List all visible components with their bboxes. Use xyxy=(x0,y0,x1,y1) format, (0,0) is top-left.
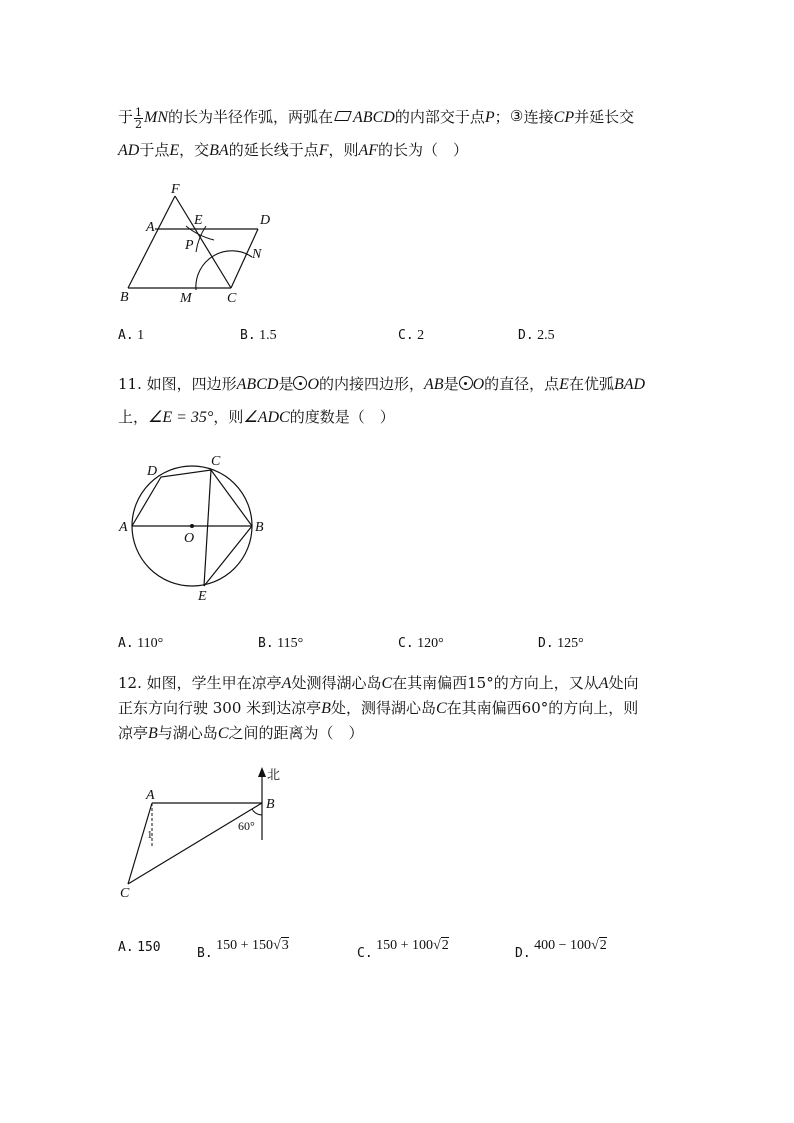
fraction-half xyxy=(134,107,143,130)
text: 如图，四边形 xyxy=(146,375,237,393)
q12-option-d[interactable]: D. 400 − 100√2 xyxy=(515,938,607,961)
option-expression: 150 + 150 xyxy=(216,938,274,953)
text: 在其南偏西 xyxy=(392,674,468,692)
var-p: P xyxy=(484,109,495,126)
q11-option-a[interactable] xyxy=(118,636,163,652)
label-d: D xyxy=(147,464,158,479)
angle-e: ∠E = 35° xyxy=(148,409,214,426)
frac-den: 2 xyxy=(135,117,143,131)
text: 与湖心岛 xyxy=(157,724,218,742)
option-label: D. xyxy=(518,328,534,343)
text: 正东方向行驶 300 米到达凉亭 xyxy=(118,699,322,717)
question-number: 11. xyxy=(118,375,142,393)
text: 处向 xyxy=(608,674,639,692)
var-cp: CP xyxy=(553,109,575,126)
degree-15: 15° xyxy=(467,674,494,692)
var-bad: BAD xyxy=(613,376,646,393)
text: 的长为（ ） xyxy=(378,141,469,159)
text: 于 xyxy=(118,108,134,126)
question-number: 12. xyxy=(118,674,142,692)
line-cf xyxy=(175,196,231,288)
option-value: 125° xyxy=(557,636,584,651)
text: 的方向上，又从 xyxy=(493,674,599,692)
q10-line2 xyxy=(118,139,468,162)
var-a: A xyxy=(281,675,292,692)
text: 的内接四边形， xyxy=(319,375,425,393)
option-value: 115° xyxy=(277,636,304,651)
q12-line3 xyxy=(118,722,364,745)
text: 的直径，点 xyxy=(484,375,560,393)
q10-option-d[interactable] xyxy=(518,328,555,344)
q12-direction-figure xyxy=(115,760,295,905)
label-c: C xyxy=(211,454,221,469)
q12-option-b[interactable]: B. 150 + 150√3 xyxy=(197,938,289,961)
text: 之间的距离为（ ） xyxy=(228,724,364,742)
option-label: C. xyxy=(398,328,414,343)
var-e: E xyxy=(559,376,569,393)
option-label: C. xyxy=(357,946,373,961)
option-value: 1.5 xyxy=(259,328,277,343)
option-label: A. xyxy=(118,636,134,651)
label-a: A xyxy=(146,220,155,235)
label-e: E xyxy=(194,213,203,228)
label-n: N xyxy=(252,247,262,262)
q10-option-a[interactable] xyxy=(118,328,144,344)
var-b: B xyxy=(321,700,331,717)
q11-option-d[interactable] xyxy=(538,636,584,652)
label-f: F xyxy=(171,182,180,197)
text: 的方向上，则 xyxy=(548,699,639,717)
text: 是 xyxy=(443,375,459,393)
label-b: B xyxy=(255,520,264,535)
side-ba-extended xyxy=(128,196,175,288)
text: ，则 xyxy=(328,141,359,159)
var-a: A xyxy=(598,675,609,692)
label-angle-mark: 1 xyxy=(147,829,153,841)
option-label: B. xyxy=(240,328,256,343)
q11-line2 xyxy=(118,406,395,429)
text: ，交 xyxy=(179,141,210,159)
label-o: O xyxy=(184,531,195,546)
option-label: A. xyxy=(118,940,134,955)
option-label: D. xyxy=(515,946,531,961)
var-abcd: ABCD xyxy=(353,109,395,126)
text: ； xyxy=(494,108,510,126)
label-m: M xyxy=(180,291,192,306)
option-value: 2.5 xyxy=(537,328,555,343)
circle-dot-symbol xyxy=(293,376,307,390)
q10-parallelogram-figure xyxy=(115,178,285,308)
text: 于点 xyxy=(139,141,170,159)
var-o: O xyxy=(472,376,485,393)
option-label: B. xyxy=(197,946,213,961)
option-value: 2 xyxy=(417,328,425,343)
center-dot xyxy=(190,524,194,528)
text: 的长为半径作弧，两弧在 xyxy=(168,108,334,126)
label-angle-60: 60° xyxy=(238,819,255,833)
q12-option-c[interactable]: C. 150 + 100√2 xyxy=(357,938,449,961)
text: 的度数是（ ） xyxy=(289,408,395,426)
angle-adc: ∠ADC xyxy=(243,409,290,426)
option-value: 1 xyxy=(137,328,145,343)
label-a: A xyxy=(119,520,128,535)
arc-mn xyxy=(196,251,252,290)
degree-60: 60° xyxy=(521,699,549,717)
text: 的延长线于点 xyxy=(228,141,319,159)
text: 处，测得湖心岛 xyxy=(330,699,436,717)
text: 是 xyxy=(278,375,294,393)
q10-option-c[interactable] xyxy=(398,328,424,344)
step-three-marker: ③ xyxy=(509,108,524,125)
option-label: D. xyxy=(538,636,554,651)
chord-ce xyxy=(204,470,211,586)
var-af: AF xyxy=(358,142,379,159)
q10-option-b[interactable] xyxy=(240,328,277,344)
label-b: B xyxy=(120,290,129,305)
text: 处测得湖心岛 xyxy=(291,674,382,692)
label-c: C xyxy=(120,886,130,901)
var-f: F xyxy=(318,142,329,159)
option-label: C. xyxy=(398,636,414,651)
angle-arc-60 xyxy=(252,809,262,815)
label-d: D xyxy=(260,213,271,228)
parallelogram-symbol xyxy=(334,111,352,121)
label-p: P xyxy=(185,238,194,253)
q11-option-c[interactable] xyxy=(398,636,444,652)
label-c: C xyxy=(227,291,237,306)
option-radicand: 3 xyxy=(281,938,289,953)
var-mn: MN xyxy=(144,109,169,126)
q12-line2 xyxy=(118,697,638,720)
option-label: B. xyxy=(258,636,274,651)
q11-line1 xyxy=(118,373,645,396)
option-expression: 400 − 100 xyxy=(534,938,592,953)
option-expression: 150 + 100 xyxy=(376,938,434,953)
text: 上， xyxy=(118,408,149,426)
q12-line1 xyxy=(118,672,639,695)
var-ab: AB xyxy=(424,376,444,393)
q11-option-b[interactable] xyxy=(258,636,303,652)
north-arrow-icon xyxy=(258,767,266,777)
text: 凉亭 xyxy=(118,724,149,742)
var-c: C xyxy=(217,725,229,742)
q10-line1 xyxy=(118,106,634,130)
text: 如图，学生甲在凉亭 xyxy=(146,674,282,692)
text: 并延长交 xyxy=(574,108,635,126)
label-b: B xyxy=(266,797,275,812)
q12-option-a[interactable] xyxy=(118,940,161,956)
var-b: B xyxy=(148,725,158,742)
label-a: A xyxy=(146,788,155,803)
var-o: O xyxy=(307,376,320,393)
circle-dot-symbol xyxy=(459,376,473,390)
option-radicand: 2 xyxy=(599,938,607,953)
text: ，则 xyxy=(213,408,244,426)
option-value: 110° xyxy=(137,636,164,651)
option-value: 120° xyxy=(417,636,444,651)
var-e: E xyxy=(169,142,180,159)
chord-eb xyxy=(204,526,252,586)
var-ba: BA xyxy=(209,142,229,159)
frac-num: 1 xyxy=(135,105,143,119)
text: 在其南偏西 xyxy=(446,699,522,717)
text: 的内部交于点 xyxy=(394,108,485,126)
option-value: 150 xyxy=(137,940,161,955)
text: 在优弧 xyxy=(568,375,614,393)
option-label: A. xyxy=(118,328,134,343)
label-e: E xyxy=(198,589,207,604)
var-ad: AD xyxy=(118,142,140,159)
q11-circle-figure xyxy=(115,450,275,610)
text: 连接 xyxy=(523,108,554,126)
option-radicand: 2 xyxy=(441,938,449,953)
var-abcd: ABCD xyxy=(236,376,279,393)
var-c: C xyxy=(381,675,393,692)
var-c: C xyxy=(435,700,447,717)
label-north: 北 xyxy=(267,768,281,783)
